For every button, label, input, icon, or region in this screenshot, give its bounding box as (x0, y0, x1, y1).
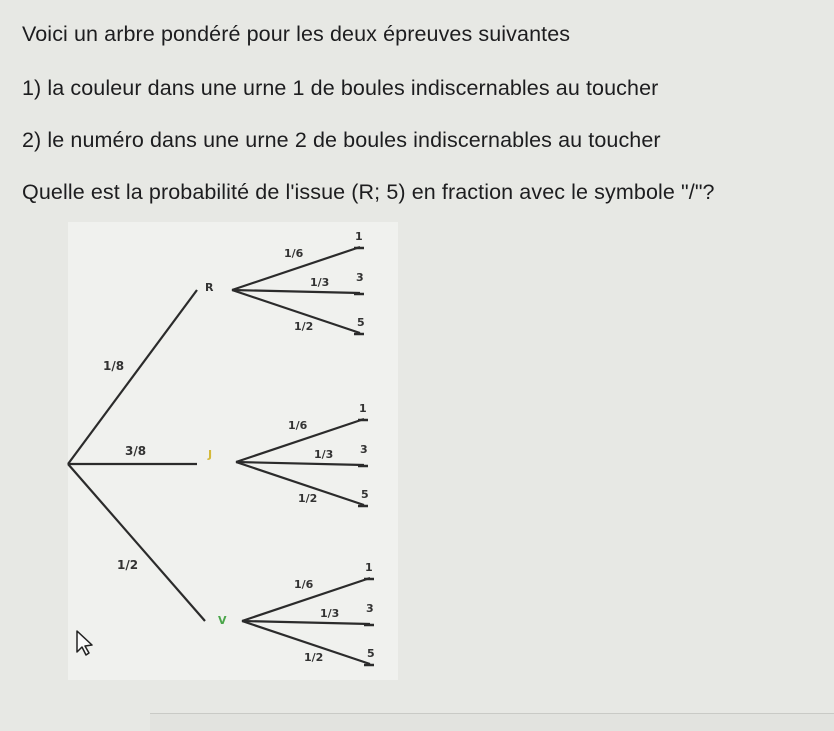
first-branch-R (68, 290, 197, 464)
outcome-node-V: V (218, 614, 227, 627)
bottom-input-strip (150, 713, 834, 731)
second-branch-prob-V-1: 1/6 (294, 578, 314, 591)
second-branch-prob-V-3: 1/3 (320, 607, 340, 620)
leaf-outcome-V-1: 1 (365, 561, 373, 574)
second-branch-prob-J-1: 1/6 (288, 419, 308, 432)
first-branch-prob-R: 1/8 (103, 359, 125, 373)
second-branch-J-3 (236, 462, 364, 465)
outcome-node-J: J (208, 448, 213, 461)
second-branch-R-3 (232, 290, 360, 293)
leaf-outcome-J-1: 1 (359, 402, 367, 415)
question-line-4: Quelle est la probabilité de l'issue (R; 5) en fraction avec le symbole "/"? (22, 180, 715, 204)
second-branch-V-3 (242, 621, 370, 624)
second-branch-prob-V-5: 1/2 (304, 651, 324, 664)
leaf-outcome-J-3: 3 (360, 443, 368, 456)
first-branch-prob-J: 3/8 (125, 444, 147, 458)
leaf-outcome-R-3: 3 (356, 271, 364, 284)
question-line-1: Voici un arbre pondéré pour les deux épreuves suivantes (22, 22, 571, 46)
leaf-outcome-V-3: 3 (366, 602, 374, 615)
second-branch-prob-R-1: 1/6 (284, 247, 304, 260)
leaf-outcome-R-1: 1 (355, 230, 363, 243)
outcome-node-R: R (205, 281, 214, 294)
second-branch-prob-J-5: 1/2 (298, 492, 318, 505)
second-branch-prob-J-3: 1/3 (314, 448, 334, 461)
question-line-3: 2) le numéro dans une urne 2 de boules indiscernables au toucher (22, 128, 661, 152)
question-line-2: 1) la couleur dans une urne 1 de boules indiscernables au toucher (22, 76, 659, 100)
first-branch-V (68, 464, 205, 621)
second-branch-prob-R-3: 1/3 (310, 276, 330, 289)
first-branch-prob-V: 1/2 (117, 558, 139, 572)
leaf-outcome-V-5: 5 (367, 647, 375, 660)
leaf-outcome-R-5: 5 (357, 316, 365, 329)
leaf-outcome-J-5: 5 (361, 488, 369, 501)
second-branch-prob-R-5: 1/2 (294, 320, 314, 333)
